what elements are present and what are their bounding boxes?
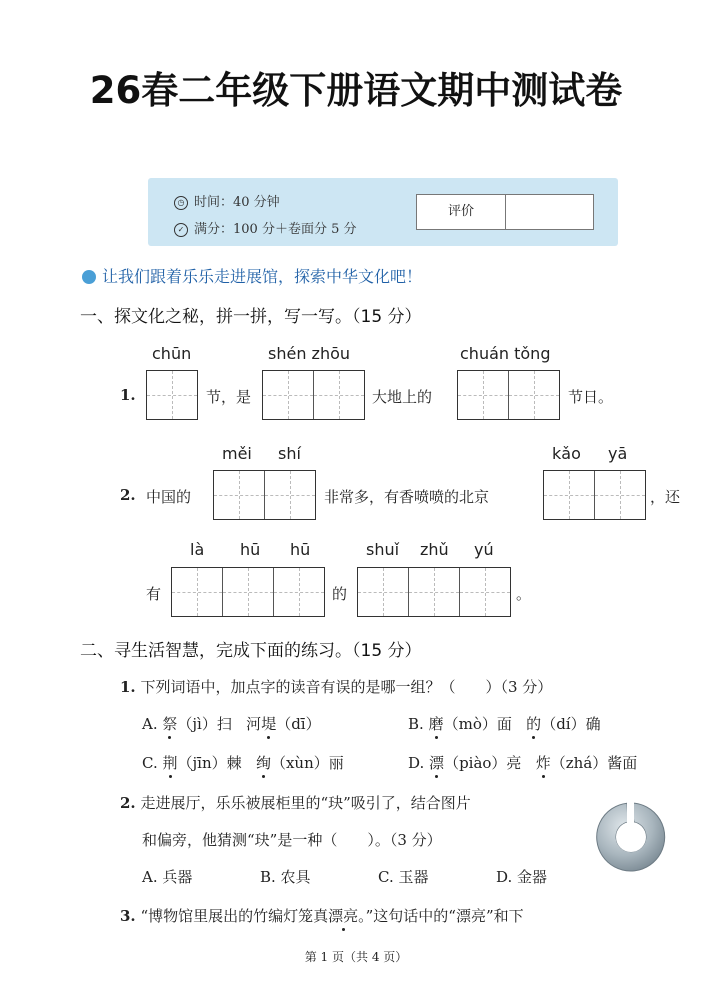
pinyin-hu-2: hū <box>290 540 311 559</box>
pinyin-shenzhou: shén zhōu <box>268 344 351 363</box>
q1-text-1: 节，是 <box>206 388 252 406</box>
pinyin-kao: kǎo <box>552 444 581 463</box>
s2-q2-option-a[interactable]: A. 兵器 <box>142 868 193 886</box>
pinyin-hu-1: hū <box>240 540 261 559</box>
dotted-char: 祭 <box>162 715 178 733</box>
q1-text-3: 节日。 <box>568 388 614 406</box>
s2-q3 <box>120 905 524 926</box>
option-text: （mò）面 <box>443 715 512 733</box>
q2-text-2: 非常多，有香喷喷的北京 <box>324 488 490 506</box>
q1-text-2: 大地上的 <box>372 388 433 406</box>
option-text: （piào）亮 <box>444 754 522 772</box>
option-text: （jīn）棘 <box>177 754 242 772</box>
pinyin-chun: chūn <box>152 344 192 363</box>
pinyin-zhu: zhǔ <box>420 540 449 559</box>
option-text: （zhá）酱面 <box>550 754 638 772</box>
time-text: 时间：40 分钟 <box>194 195 280 210</box>
section2-heading: 二、寻生活智慧，完成下面的练习。（15 分） <box>80 641 422 661</box>
clock-icon: ◷ <box>174 196 188 210</box>
option-a[interactable] <box>142 713 321 734</box>
pinyin-ya: yā <box>608 444 628 463</box>
dotted-char: 荆 <box>162 754 178 772</box>
s2-q1-number: 1. <box>120 678 136 696</box>
pinyin-la: là <box>190 540 205 559</box>
q2-text-3: ，还 <box>650 488 681 506</box>
pinyin-shui: shuǐ <box>366 540 400 559</box>
option-d[interactable] <box>408 752 637 773</box>
option-text: （dī） <box>276 715 321 733</box>
option-a-letter: A. <box>142 715 158 733</box>
intro-line <box>82 264 422 287</box>
section1-heading: 一、探文化之秘，拼一拼，写一写。（15 分） <box>80 307 422 327</box>
write-grid-meishi[interactable] <box>213 470 316 520</box>
option-text: （xùn）丽 <box>270 754 344 772</box>
intro-text: 让我们跟着乐乐走进展馆，探索中华文化吧！ <box>102 267 423 286</box>
dotted-char: 漂 <box>429 754 445 772</box>
s2-q2-line1 <box>120 792 471 813</box>
dotted-char: 炸 <box>535 754 551 772</box>
pinyin-shi: shí <box>278 444 301 463</box>
option-b-letter: B. <box>408 715 424 733</box>
leaf-icon <box>82 270 96 284</box>
s2-q2-number: 2. <box>120 794 136 812</box>
q2-line2-text-1: 有 <box>146 585 162 603</box>
q2-line2-text-3: 。 <box>516 585 532 603</box>
page-footer: 第 1 页（共 4 页） <box>304 950 408 964</box>
q2-number: 2. <box>120 486 136 504</box>
s2-q2-option-d[interactable]: D. 金器 <box>496 868 548 886</box>
option-text: 河 <box>246 715 262 733</box>
evaluation-label: 评价 <box>447 204 474 219</box>
dotted-char: 堤 <box>261 715 277 733</box>
s2-q3-text-post: 。”这句话中的“漂亮”和下 <box>358 907 524 925</box>
dotted-char: 磨 <box>428 715 444 733</box>
s2-q2-line2: 和偏旁，他猜测“玦”是一种（ ）。（3 分） <box>142 831 442 849</box>
option-d-letter: D. <box>408 754 425 772</box>
jade-ring-image <box>594 800 668 874</box>
write-grid-chun[interactable] <box>146 370 198 420</box>
evaluation-field[interactable] <box>505 195 594 229</box>
s2-q2-option-c[interactable]: C. 玉器 <box>378 868 429 886</box>
dotted-char: 绚 <box>255 754 271 772</box>
pinyin-chuantong: chuán tǒng <box>460 344 551 363</box>
dotted-word: 漂亮 <box>328 907 359 925</box>
s2-q1 <box>120 676 552 697</box>
q2-line2-text-2: 的 <box>332 585 348 603</box>
s2-q3-text-pre: “博物馆里展出的竹编灯笼真 <box>140 907 329 925</box>
s2-q2-text: 走进展厅，乐乐被展柜里的“玦”吸引了，结合图片 <box>140 794 471 812</box>
option-c[interactable] <box>142 752 344 773</box>
write-grid-chuantong[interactable] <box>457 370 560 420</box>
option-b[interactable] <box>408 713 601 734</box>
option-text: （dí）确 <box>541 715 601 733</box>
s2-q2-option-b[interactable]: B. 农具 <box>260 868 311 886</box>
evaluation-box <box>416 194 594 230</box>
score-text: 满分：100 分＋卷面分 5 分 <box>194 222 357 237</box>
s2-q1-stem: 下列词语中，加点字的读音有误的是哪一组？（ ）（3 分） <box>140 678 553 696</box>
page-title: 26春二年级下册语文期中测试卷 <box>89 69 623 112</box>
option-c-letter: C. <box>142 754 158 772</box>
time-line <box>174 191 280 210</box>
write-grid-shenzhou[interactable] <box>262 370 365 420</box>
write-grid-lahuhu[interactable] <box>171 567 325 617</box>
check-icon: ✓ <box>174 223 188 237</box>
info-box <box>148 178 618 246</box>
q1-number: 1. <box>120 386 136 404</box>
dotted-char: 的 <box>526 715 542 733</box>
s2-q3-number: 3. <box>120 907 136 925</box>
pinyin-yu: yú <box>474 540 494 559</box>
option-text: （jì）扫 <box>177 715 232 733</box>
q2-text-1: 中国的 <box>146 488 192 506</box>
pinyin-mei: měi <box>222 444 252 463</box>
write-grid-kaoya[interactable] <box>543 470 646 520</box>
score-line <box>174 218 356 237</box>
write-grid-shuizhuyu[interactable] <box>357 567 511 617</box>
